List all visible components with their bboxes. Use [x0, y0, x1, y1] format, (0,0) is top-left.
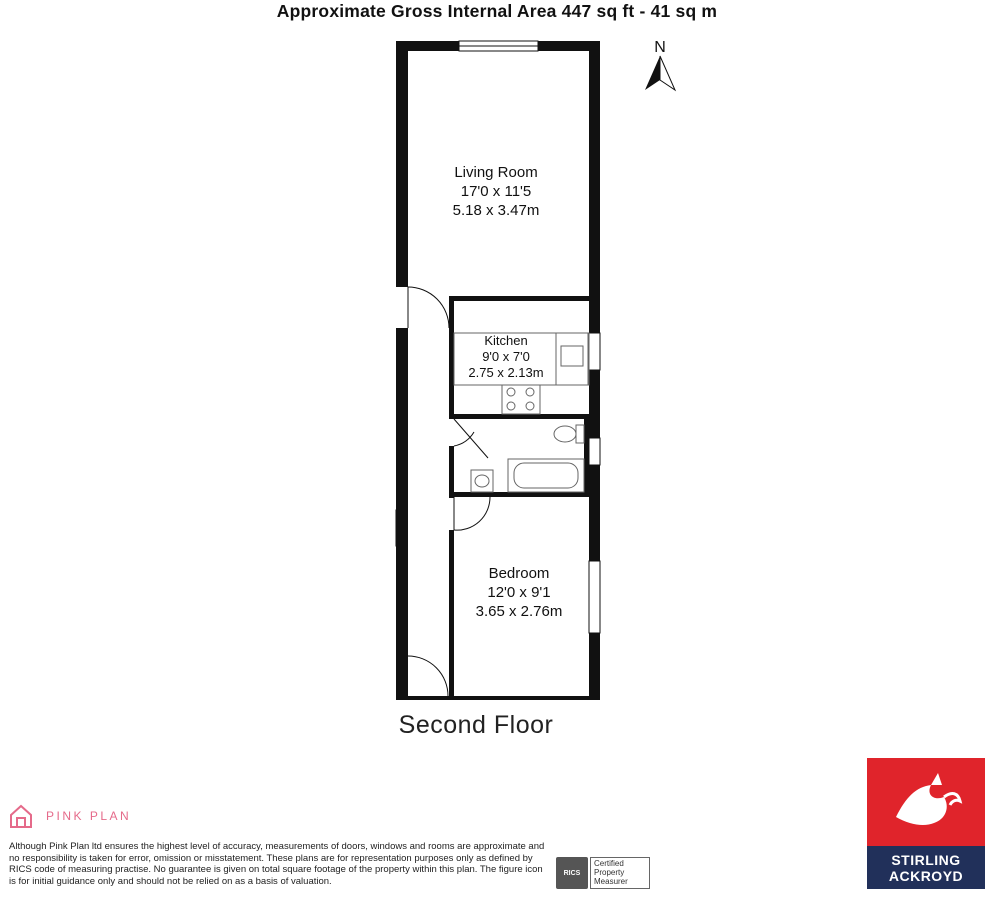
page-title: Approximate Gross Internal Area 447 sq ft - 41 sq m: [276, 1, 718, 21]
svg-text:9'0 x 7'0: 9'0 x 7'0: [482, 349, 530, 364]
rics-badge-line: Certified: [594, 859, 624, 868]
rics-badge: [590, 857, 650, 889]
pink-plan-name: PINK PLAN: [46, 809, 132, 823]
rics-logo: [556, 857, 588, 889]
rics-certification: [556, 857, 650, 889]
window-top: [459, 41, 538, 51]
disclaimer-text: Although Pink Plan ltd ensures the highest level of accuracy, measurements of doors, windows and rooms are approximate and no responsibility is taken for error, omission or misstatement. These plans are for representation purposes only as defined by RICS code of measuring practise. No guarantee is given on total square footage of the property within this plan. The figure icon is for initial guidance only and should not be relied on as a basis of valuation.: [9, 841, 545, 887]
griffin-icon: [886, 767, 966, 837]
rics-logo-text: RICS: [563, 869, 581, 877]
living-room-label: [453, 164, 540, 219]
brand-emblem: [867, 758, 985, 846]
brand-line2: ACKROYD: [888, 867, 964, 884]
house-icon: [8, 803, 34, 829]
svg-text:17'0 x 11'5: 17'0 x 11'5: [460, 183, 532, 200]
kitchen-label: [468, 333, 543, 380]
compass-label: N: [654, 39, 666, 56]
svg-text:Kitchen: Kitchen: [484, 333, 528, 348]
north-arrow-icon: [645, 56, 675, 90]
svg-text:Bedroom: Bedroom: [488, 565, 550, 582]
svg-text:5.18 x 3.47m: 5.18 x 3.47m: [452, 202, 540, 219]
rics-badge-line: Measurer: [594, 877, 628, 886]
svg-text:3.65 x 2.76m: 3.65 x 2.76m: [475, 603, 563, 620]
svg-text:12'0 x 9'1: 12'0 x 9'1: [487, 584, 551, 601]
stirling-ackroyd-logo: [867, 758, 985, 889]
rics-badge-line: Property: [594, 868, 625, 877]
floor-label: Second Floor: [398, 711, 554, 739]
svg-text:2.75 x 2.13m: 2.75 x 2.13m: [468, 365, 544, 380]
bathroom-fixtures: [471, 425, 584, 492]
svg-text:Living Room: Living Room: [454, 164, 538, 181]
brand-line1: STIRLING: [891, 851, 961, 868]
pink-plan-logo: [8, 803, 131, 829]
bedroom-label: [476, 565, 563, 620]
